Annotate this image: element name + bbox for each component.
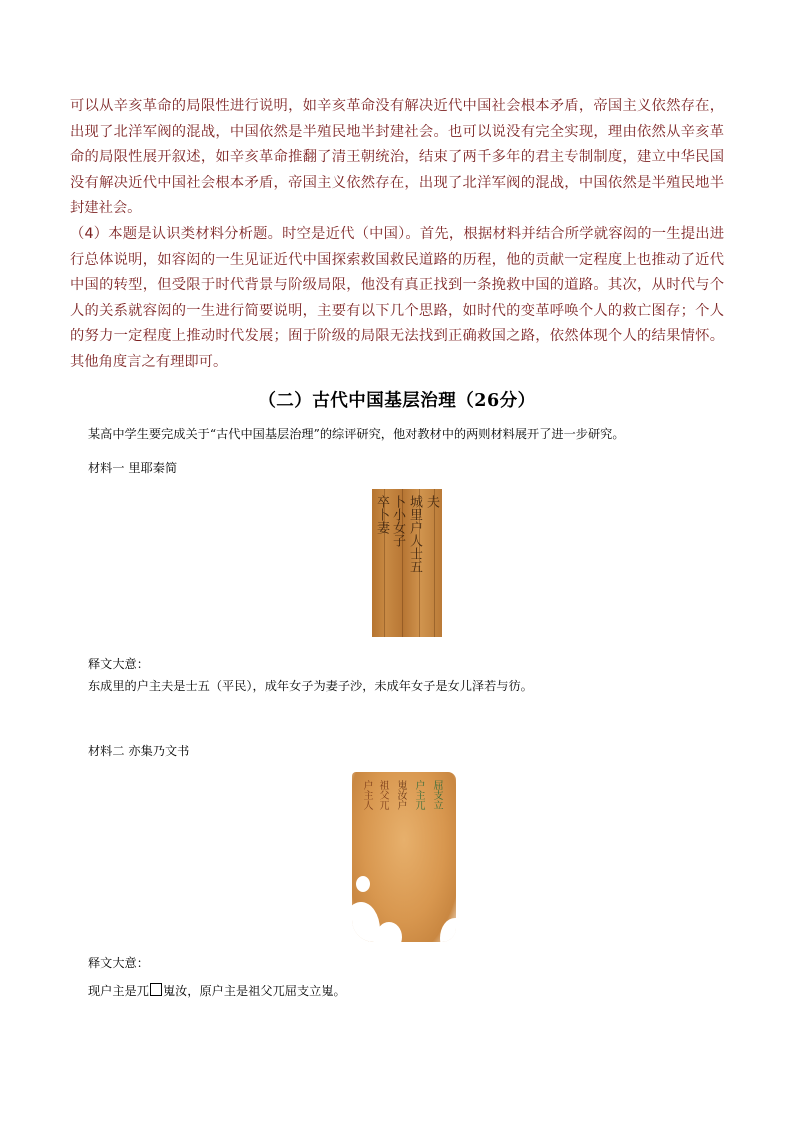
document-page — [70, 94, 724, 1000]
material-1-explain-text: 东成里的户主夫是士五（平民），成年女子为妻子沙，未成年女子是女儿泽若与彷。 — [88, 678, 533, 693]
material-2-explain-text — [70, 982, 724, 1000]
answer-explanation — [70, 94, 724, 376]
material-2-explain-label: 释文大意： — [88, 955, 149, 970]
material-1-label: 材料一 里耶秦简 — [88, 460, 178, 475]
bamboo-slip-image: 卒卜妻 卜小女子 城里户人士五 夫 — [372, 489, 442, 637]
answer-paragraph-1: 可以从辛亥革命的局限性进行说明，如辛亥革命没有解决近代中国社会根本矛盾，帝国主义依然存在，出现了北洋军阀的混战，中国依然是半殖民地半封建社会。也可以说没有完全实现，理由依然从辛亥革命的局限性展开叙述，如辛亥革命推翻了清王朝统治，结束了两千多年的君主专制制度，建立中华民国没有解决近代中国社会根本矛盾，帝国主义依然存在，出现了北洋军阀的混战，中国依然是半殖民地半封建社会。 — [70, 98, 724, 217]
bamboo-slip-figure — [70, 489, 724, 637]
manuscript-image: 户主人 祖父兀 嵬汝户 户主兀 屈支立 — [352, 772, 456, 942]
manuscript-figure — [70, 772, 724, 942]
material-2-explain-before: 现户主是兀 — [88, 983, 149, 998]
answer-paragraph-2: （4）本题是认识类材料分析题。时空是近代（中国）。首先，根据材料并结合所学就容闳的一生提出进行总体说明，如容闳的一生见证近代中国探索救国救民道路的历程，他的贡献一定程度上也推动了近代中国的转型，但受限于时代背景与阶级局限，他没有真正找到一条挽救中国的道路。其次，从时代与个人的关系就容闳的一生进行简要说明，主要有以下几个思路，如时代的变革呼唤个人的救亡图存；个人的努力一定程度上推动时代发展；囿于阶级的局限无法找到正确救国之路，依然体现个人的结果情怀。其他角度言之有理即可。 — [70, 225, 724, 370]
material-1-explain-label: 释文大意： — [88, 656, 149, 671]
section-intro: 某高中学生要完成关于“古代中国基层治理”的综评研究，他对教材中的两则材料展开了进一步研究。 — [88, 426, 625, 441]
material-2-explain-after: 嵬汝，原户主是祖父兀屈支立嵬。 — [162, 983, 346, 998]
section-title: （二）古代中国基层治理（26分） — [258, 390, 536, 411]
material-2-label: 材料二 亦集乃文书 — [88, 743, 190, 758]
missing-character-box — [150, 983, 162, 996]
